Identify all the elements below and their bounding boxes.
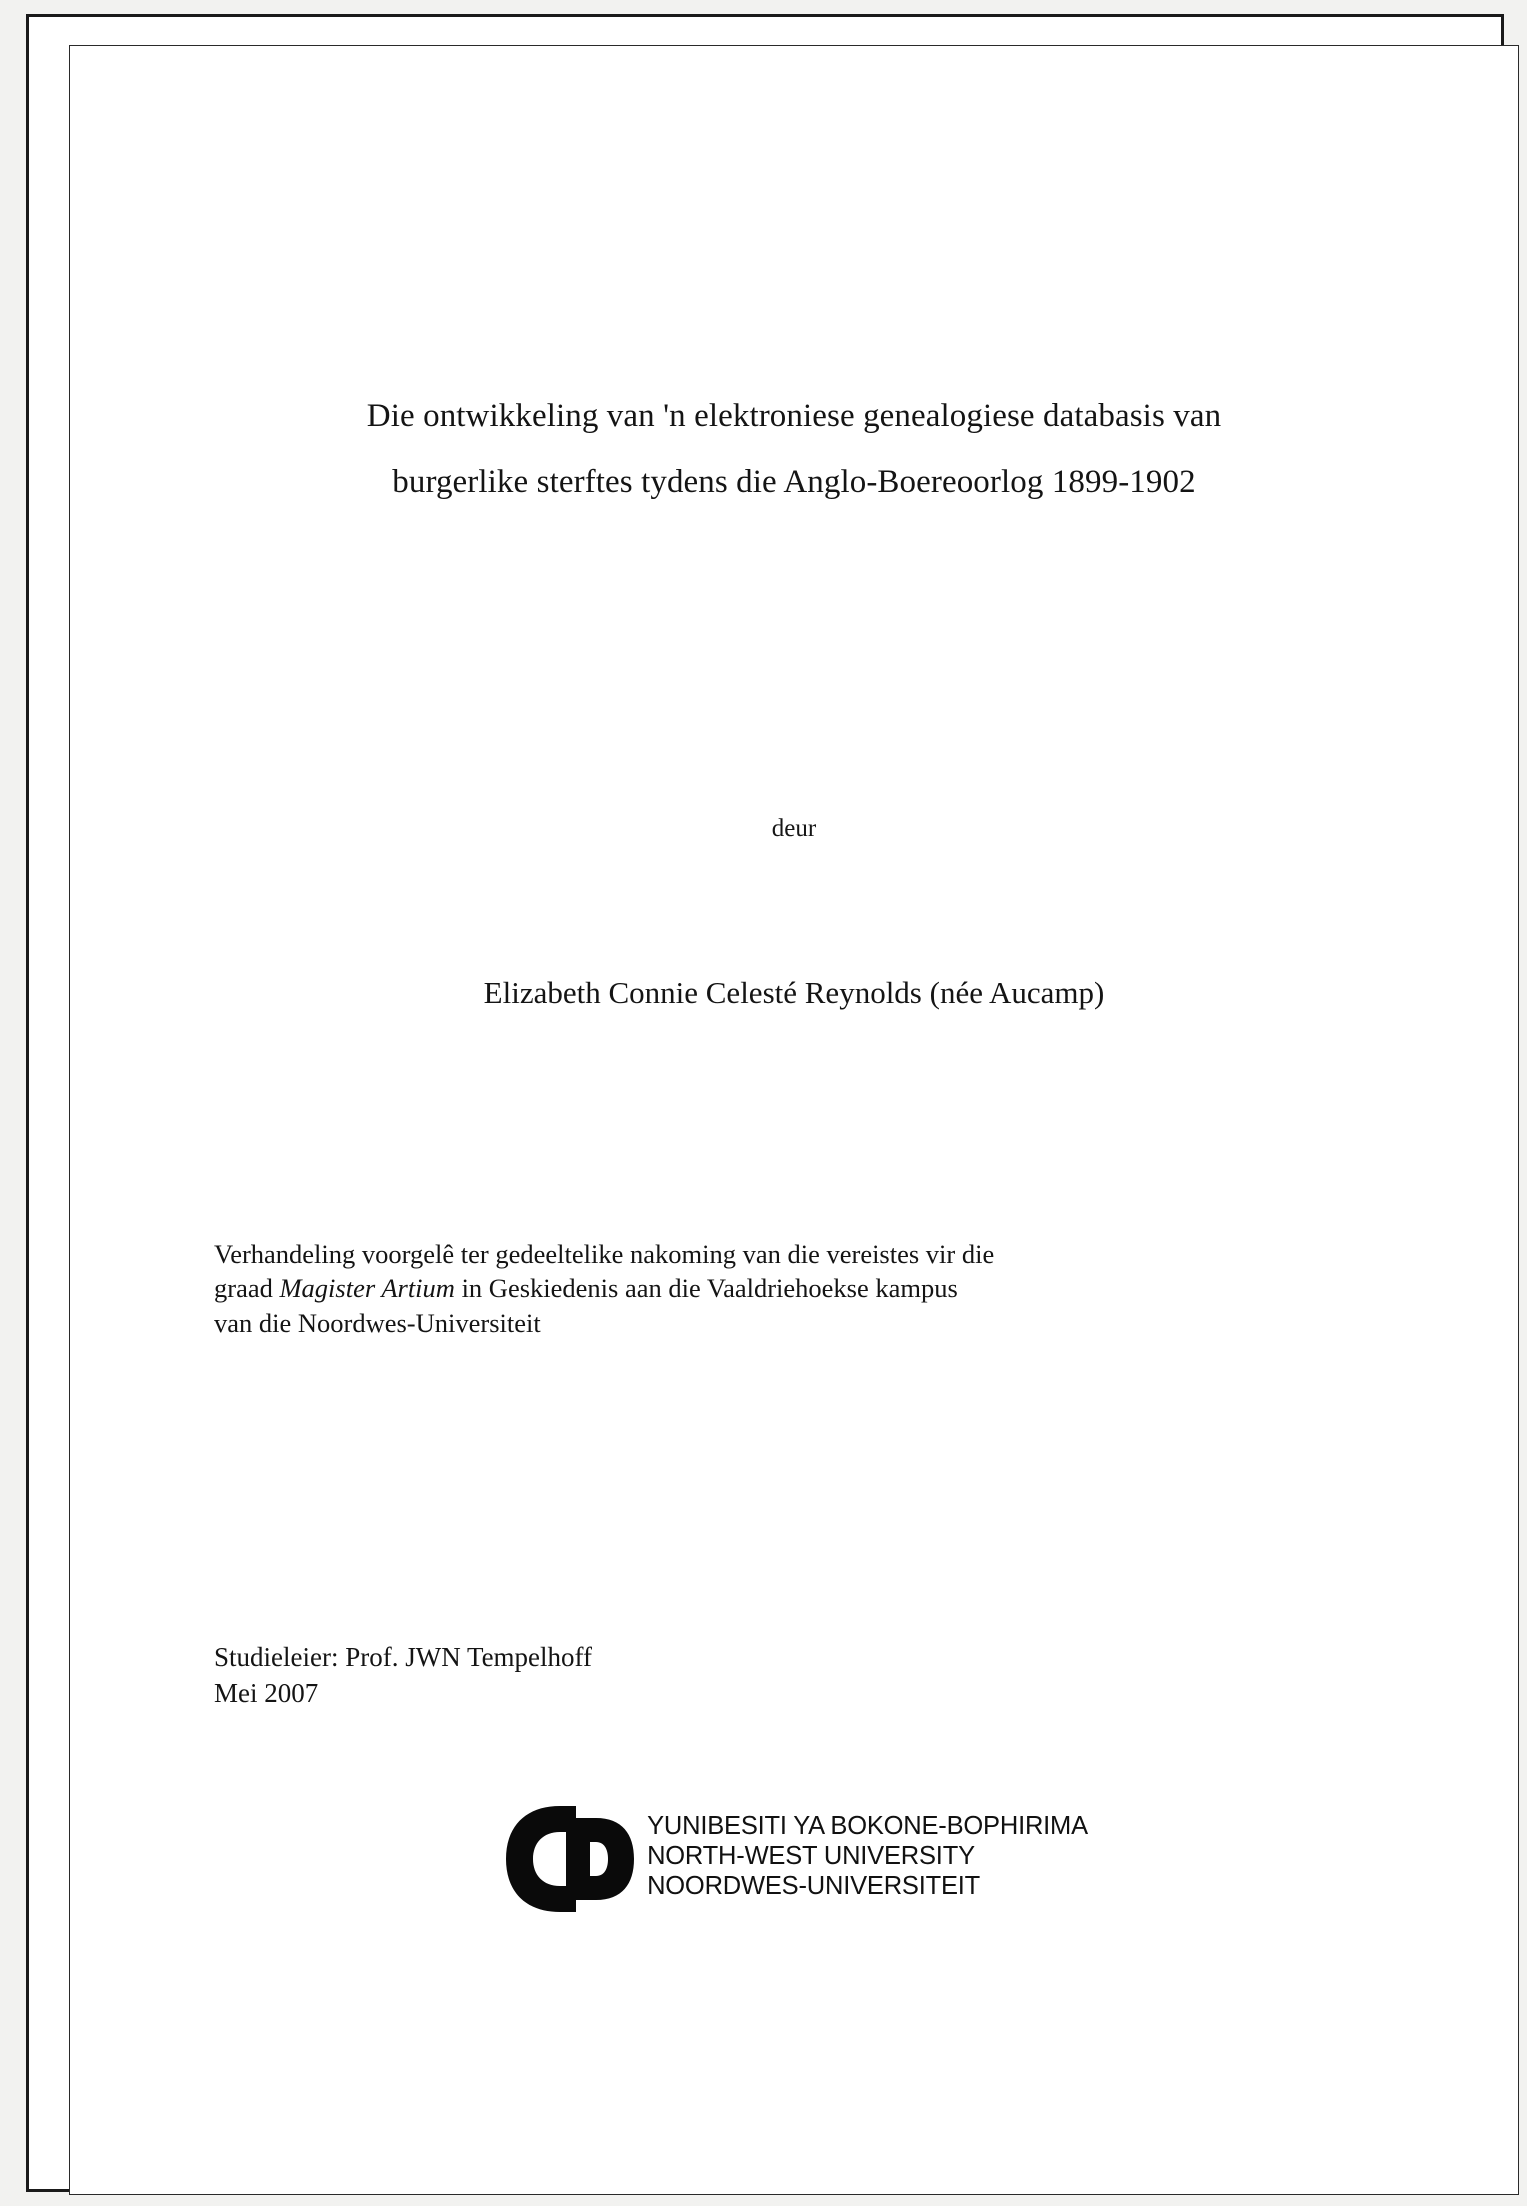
nwu-logo-icon bbox=[500, 1800, 636, 1918]
degree-statement-line-2-prefix: graad bbox=[214, 1273, 280, 1304]
university-logo-text bbox=[647, 1800, 1088, 1901]
page-title bbox=[214, 400, 1374, 499]
degree-statement-line-3: van die Noordwes-Universiteit bbox=[214, 1307, 541, 1338]
title-page-content bbox=[214, 45, 1374, 2185]
title-line-1: Die ontwikkeling van 'n elektroniese genealogiese databasis van bbox=[366, 398, 1222, 434]
by-label: deur bbox=[771, 815, 817, 842]
title-line-2: burgerlike sterftes tydens die Anglo-Boereoorlog 1899-1902 bbox=[392, 464, 1196, 500]
degree-statement bbox=[214, 1237, 1374, 1340]
degree-name: Magister Artium bbox=[279, 1273, 455, 1304]
date-line: Mei 2007 bbox=[214, 1677, 319, 1708]
logo-line-2: NORTH-WEST UNIVERSITY bbox=[647, 1841, 975, 1870]
degree-statement-line-1: Verhandeling voorgelê ter gedeeltelike nakoming van die vereistes vir die bbox=[214, 1239, 995, 1269]
logo-line-3: NOORDWES-UNIVERSITEIT bbox=[647, 1871, 981, 1900]
logo-line-1: YUNIBESITI YA BOKONE-BOPHIRIMA bbox=[647, 1812, 1088, 1840]
degree-statement-line-2-suffix: in Geskiedenis aan die Vaaldriehoekse kampus bbox=[454, 1273, 958, 1304]
supervisor-block bbox=[214, 1640, 1374, 1711]
university-logo bbox=[214, 1800, 1374, 1918]
degree-statement-line-2 bbox=[214, 1271, 1374, 1305]
supervisor-line: Studieleier: Prof. JWN Tempelhoff bbox=[214, 1642, 593, 1672]
author-name: Elizabeth Connie Celesté Reynolds (née Aucamp) bbox=[483, 975, 1105, 1010]
page-border-outer bbox=[26, 14, 1504, 2192]
